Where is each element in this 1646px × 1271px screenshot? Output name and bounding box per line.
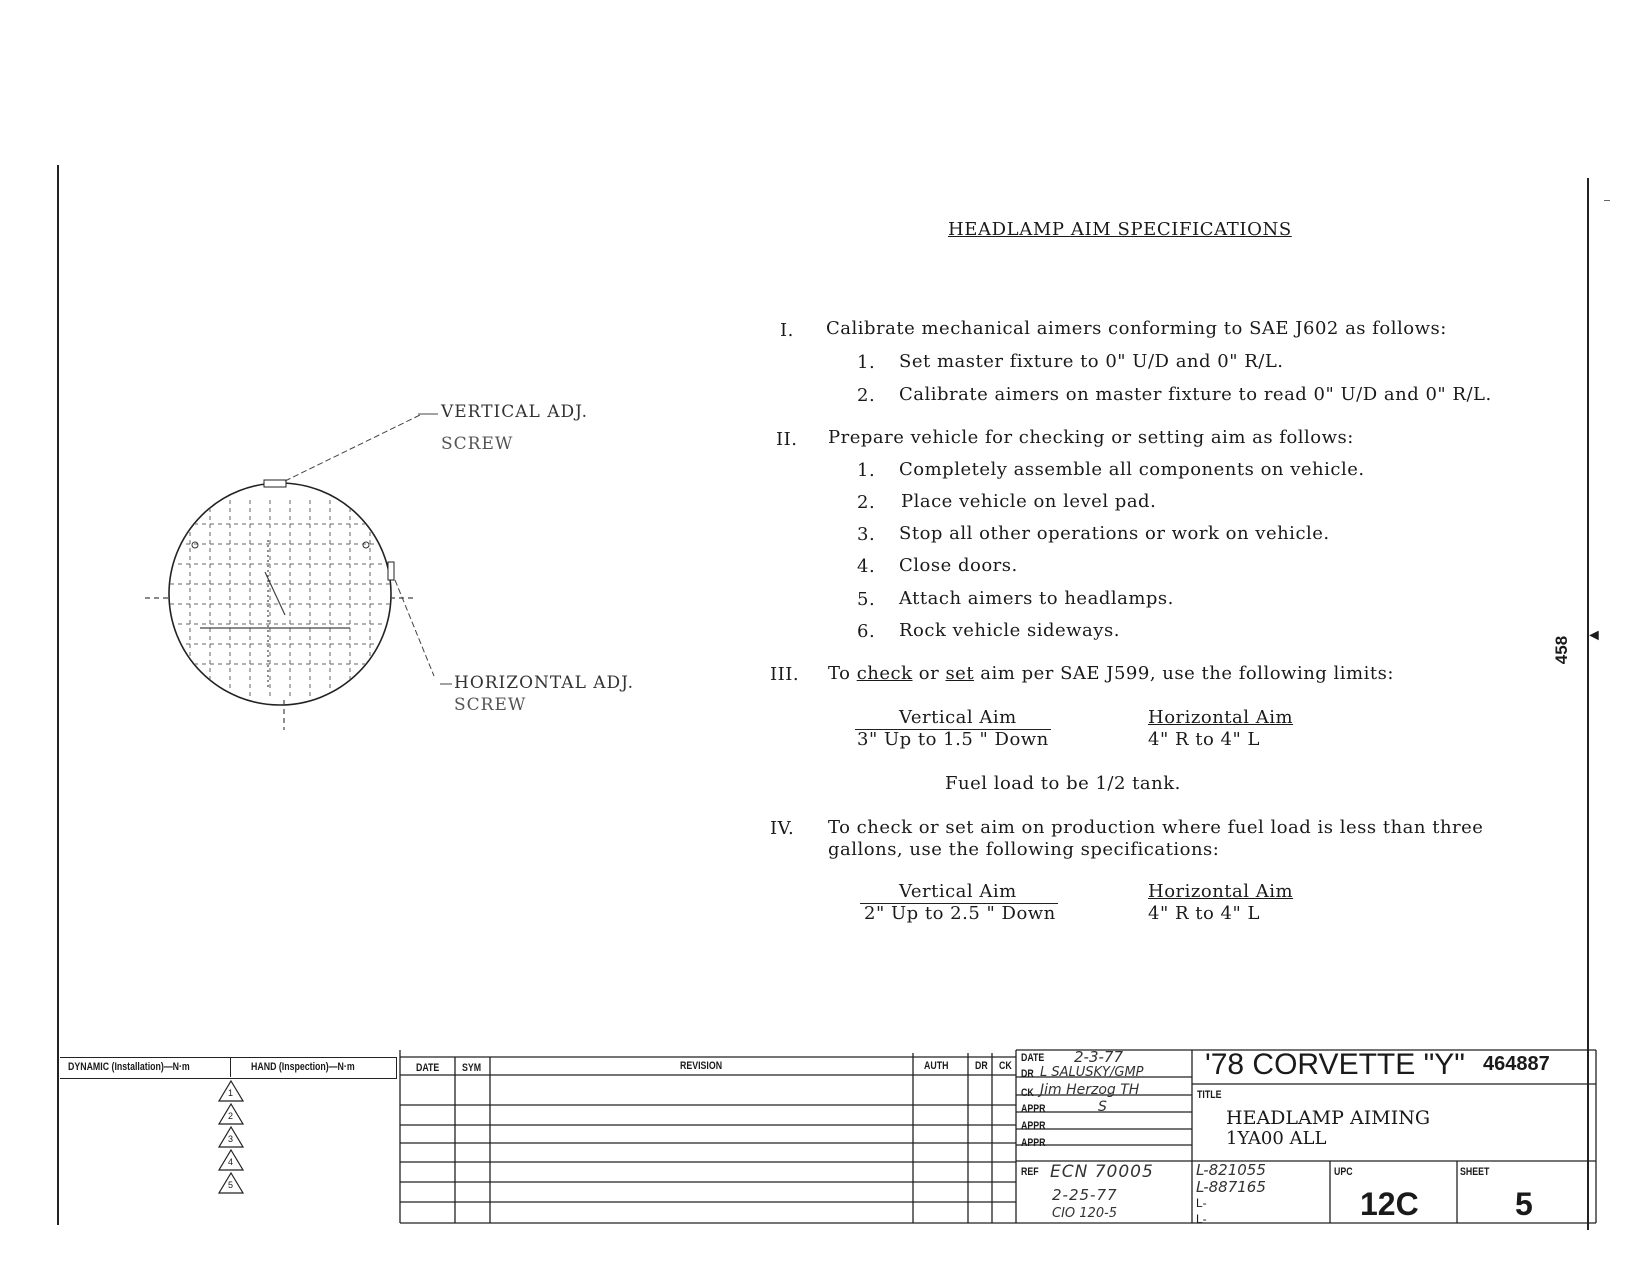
horizontal-aim-value: 4" R to 4" L bbox=[1148, 903, 1260, 924]
horizontal-adj-screw bbox=[388, 562, 394, 580]
vertical-adj-label-2: SCREW bbox=[441, 434, 514, 454]
col-auth-header: AUTH bbox=[924, 1060, 949, 1072]
title-label: TITLE bbox=[1197, 1089, 1222, 1101]
drawing-subtitle: 1YA00 ALL bbox=[1226, 1128, 1327, 1149]
col-dr-header: DR bbox=[975, 1060, 988, 1072]
check-word: check bbox=[856, 663, 913, 684]
rev-marker bbox=[218, 1080, 246, 1103]
section-text-start: To bbox=[828, 663, 851, 684]
vertical-adj-screw bbox=[264, 480, 286, 487]
section-text: Calibrate mechanical aimers conforming to SAE J602 as follows: bbox=[826, 318, 1447, 339]
step-number: 2. bbox=[857, 385, 876, 406]
horizontal-aim-header: Horizontal Aim bbox=[1148, 707, 1294, 728]
ck-value: Jim Herzog TH bbox=[1040, 1082, 1140, 1098]
set-word: set bbox=[945, 663, 975, 684]
appr-value: S bbox=[1098, 1099, 1107, 1115]
appr-label: APPR bbox=[1021, 1120, 1046, 1132]
step-number: 1. bbox=[857, 460, 876, 481]
step-text: Completely assemble all components on vehicle. bbox=[899, 459, 1365, 480]
step-number: 4. bbox=[857, 556, 876, 577]
horizontal-adj-label-2: SCREW bbox=[454, 695, 527, 715]
vertical-aim-value: 2" Up to 2.5 " Down bbox=[864, 903, 1056, 924]
dynamic-torque-label: DYNAMIC (Installation)—N·m bbox=[68, 1061, 190, 1073]
ref-label: REF bbox=[1021, 1166, 1039, 1178]
horizontal-aim-value: 4" R to 4" L bbox=[1148, 729, 1260, 750]
section-text: Prepare vehicle for checking or setting aim as follows: bbox=[828, 427, 1354, 448]
section-text-end: aim per SAE J599, use the following limits: bbox=[980, 663, 1394, 684]
date-value: 2-3-77 bbox=[1074, 1048, 1123, 1066]
rev-marker bbox=[218, 1126, 246, 1149]
arrow-left-icon: ◄ bbox=[1586, 627, 1602, 644]
rev-marker bbox=[218, 1172, 246, 1195]
rev-marker-number: 2 bbox=[228, 1111, 234, 1121]
section-numeral: III. bbox=[770, 664, 800, 685]
section-numeral: IV. bbox=[770, 818, 795, 839]
rev-marker-number: 1 bbox=[228, 1088, 234, 1098]
document-title: HEADLAMP AIM SPECIFICATIONS bbox=[948, 219, 1292, 240]
section-text-line2: gallons, use the following specifications: bbox=[828, 839, 1220, 860]
or-word: or bbox=[918, 663, 940, 684]
vertical-adj-label: VERTICAL ADJ. bbox=[441, 402, 589, 422]
rev-marker-number: 4 bbox=[228, 1157, 234, 1167]
dr-label: DR bbox=[1021, 1068, 1034, 1080]
step-text: Attach aimers to headlamps. bbox=[899, 588, 1174, 609]
rev-marker-number: 5 bbox=[228, 1180, 234, 1190]
left-border bbox=[57, 165, 59, 1225]
upc-value: 12C bbox=[1360, 1186, 1419, 1222]
step-text: Stop all other operations or work on vehicle. bbox=[899, 523, 1330, 544]
col-sym-header: SYM bbox=[462, 1062, 482, 1074]
hand-torque-label: HAND (Inspection)—N·m bbox=[251, 1061, 355, 1073]
headlamp-outline bbox=[169, 483, 391, 705]
ref-cio: CIO 120-5 bbox=[1052, 1206, 1118, 1221]
vertical-aim-header: Vertical Aim bbox=[899, 707, 1017, 728]
drawing-title: HEADLAMP AIMING bbox=[1226, 1107, 1430, 1129]
horizontal-adj-label: HORIZONTAL ADJ. bbox=[454, 673, 635, 693]
margin-tick bbox=[1604, 200, 1610, 201]
l-entry: L-887165 bbox=[1196, 1178, 1266, 1196]
sheet-value: 5 bbox=[1515, 1186, 1533, 1222]
section-text-line1: To check or set aim on production where fuel load is less than three bbox=[828, 817, 1484, 838]
step-number: 1. bbox=[857, 352, 876, 373]
part-number: 464887 bbox=[1483, 1053, 1550, 1075]
step-number: 3. bbox=[857, 524, 876, 545]
sheet-label: SHEET bbox=[1460, 1166, 1490, 1178]
model-name: '78 CORVETTE "Y" bbox=[1205, 1048, 1465, 1081]
vertical-aim-header: Vertical Aim bbox=[899, 881, 1017, 902]
dr-value: L SALUSKY/GMP bbox=[1040, 1065, 1144, 1080]
step-text: Rock vehicle sideways. bbox=[899, 620, 1120, 641]
revision-markers bbox=[218, 1080, 246, 1195]
rev-marker bbox=[218, 1149, 246, 1172]
date-label: DATE bbox=[1021, 1052, 1045, 1064]
upc-label: UPC bbox=[1334, 1166, 1353, 1178]
margin-number: 458 bbox=[1552, 635, 1572, 665]
ref-value: ECN 70005 bbox=[1050, 1162, 1154, 1182]
appr-label: APPR bbox=[1021, 1137, 1046, 1149]
ck-label: CK bbox=[1021, 1087, 1034, 1099]
section-text bbox=[828, 663, 1394, 684]
l-entry: L-821055 bbox=[1196, 1161, 1266, 1179]
section-numeral: I. bbox=[780, 320, 794, 341]
fuel-note: Fuel load to be 1/2 tank. bbox=[945, 773, 1181, 794]
rev-marker-number: 3 bbox=[228, 1134, 234, 1144]
step-text: Set master fixture to 0" U/D and 0" R/L. bbox=[899, 351, 1284, 372]
step-text: Close doors. bbox=[899, 555, 1018, 576]
step-number: 6. bbox=[857, 621, 876, 642]
step-text: Calibrate aimers on master fixture to read 0" U/D and 0" R/L. bbox=[899, 384, 1492, 405]
horizontal-aim-header: Horizontal Aim bbox=[1148, 881, 1294, 902]
step-number: 2. bbox=[857, 492, 876, 513]
l-entry: L- bbox=[1196, 1212, 1207, 1226]
rev-marker bbox=[218, 1103, 246, 1126]
torque-divider bbox=[230, 1057, 231, 1077]
appr-label: APPR bbox=[1021, 1103, 1046, 1115]
ref-date: 2-25-77 bbox=[1052, 1186, 1118, 1204]
l-entry: L- bbox=[1196, 1196, 1207, 1210]
vertical-aim-value: 3" Up to 1.5 " Down bbox=[857, 729, 1049, 750]
col-ck-header: CK bbox=[999, 1060, 1012, 1072]
col-revision-header: REVISION bbox=[680, 1060, 723, 1072]
col-date-header: DATE bbox=[416, 1062, 440, 1074]
step-number: 5. bbox=[857, 589, 876, 610]
step-text: Place vehicle on level pad. bbox=[901, 491, 1157, 512]
section-numeral: II. bbox=[776, 429, 798, 450]
